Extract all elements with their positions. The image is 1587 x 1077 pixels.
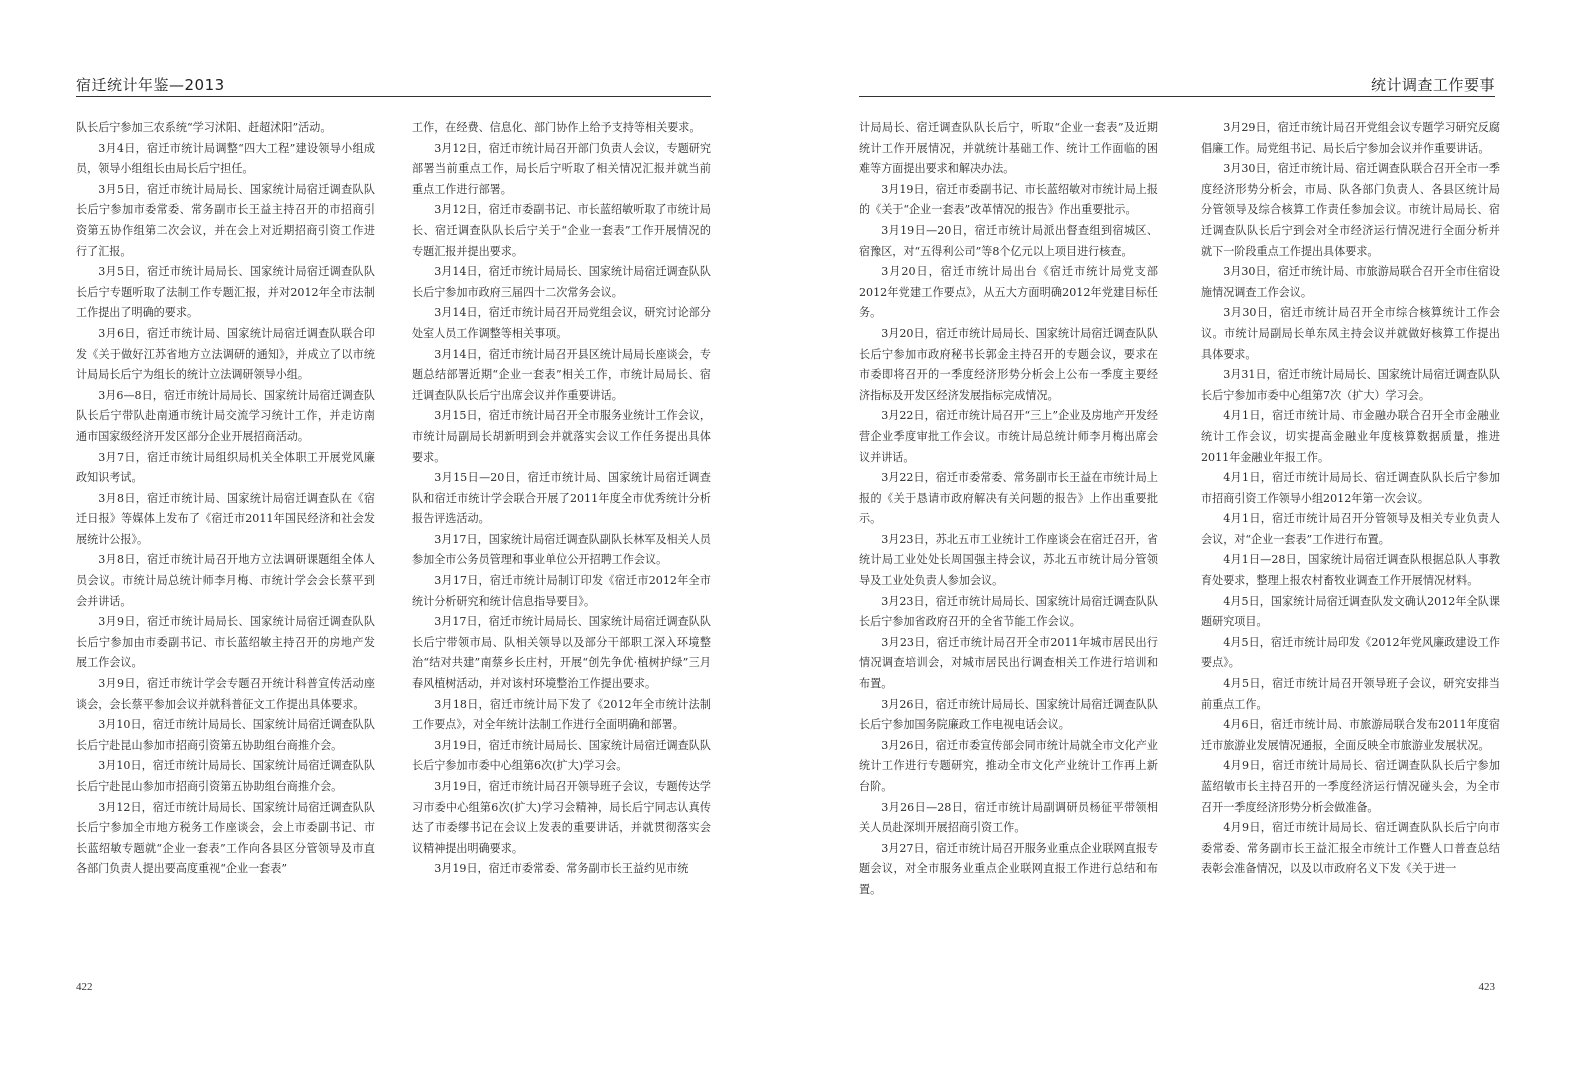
paragraph: 3月5日，宿迁市统计局局长、国家统计局宿迁调查队队长后宁专题听取了法制工作专题汇报，并对2012年全市法制工作提出了明确的要求。: [76, 265, 375, 320]
paragraph: 3月20日，宿迁市统计局出台《宿迁市统计局党支部2012年党建工作要点》，从五大方面明确2012年党建目标任务。: [859, 265, 1158, 320]
paragraph: 4月5日，国家统计局宿迁调查队发文确认2012年全队课题研究项目。: [1201, 594, 1500, 629]
paragraph: 4月5日，宿迁市统计局召开领导班子会议，研究安排当前重点工作。: [1201, 677, 1500, 711]
paragraph: 3月6—8日，宿迁市统计局局长、国家统计局宿迁调查队队长后宁带队赴南通市统计局交流学习统计工作，并走访南通市国家级经济开发区部分企业开展招商活动。: [76, 388, 375, 443]
paragraph: 3月14日，宿迁市统计局召开县区统计局局长座谈会，专题总结部署近期“企业一套表”相关工作，市统计局局长、宿迁调查队队长后宁出席会议并作重要讲话。: [412, 347, 711, 402]
paragraph: 3月19日，宿迁市委副书记、市长蓝绍敏对市统计局上报的《关于“企业一套表”改革情况的报告》作出重要批示。: [859, 182, 1158, 217]
text-column: [412, 118, 711, 880]
paragraph: 3月8日，宿迁市统计局召开地方立法调研课题组全体人员会议。市统计局总统计师李月梅、市统计学会会长蔡平到会并讲话。: [76, 553, 375, 608]
paragraph: 3月12日，宿迁市委副书记、市长蓝绍敏听取了市统计局长、宿迁调查队队长后宁关于“企业一套表”工作开展情况的专题汇报并提出要求。: [412, 203, 711, 258]
paragraph: 3月5日，宿迁市统计局局长、国家统计局宿迁调查队队长后宁参加市委常委、常务副市长王益主持召开的市招商引资第五协作组第二次会议，并在会上对近期招商引资工作进行了汇报。: [76, 182, 375, 258]
running-head: 统计调查工作要事: [1370, 76, 1495, 94]
paragraph: 3月26日，宿迁市委宣传部会同市统计局就全市文化产业统计工作进行专题研究，推动全市文化产业统计工作再上新台阶。: [859, 738, 1158, 793]
paragraph: 3月10日，宿迁市统计局局长、国家统计局宿迁调查队队长后宁赴昆山参加市招商引资第五协助组台商推介会。: [76, 718, 375, 752]
paragraph: 3月23日，宿迁市统计局召开全市2011年城市居民出行情况调查培训会，对城市居民出行调查相关工作进行培训和布置。: [859, 635, 1158, 691]
paragraph: 3月17日，宿迁市统计局局长、国家统计局宿迁调查队队长后宁带领市局、队相关领导以及部分干部职工深入环境整治“结对共建”南蔡乡长庄村，开展“创先争优·植树护绿”三月春风植树活动，并对该村环境整治工作提出要求。: [412, 615, 711, 691]
paragraph: 4月5日，宿迁市统计局印发《2012年党风廉政建设工作要点》。: [1201, 635, 1500, 670]
paragraph: 3月12日，宿迁市统计局召开部门负责人会议，专题研究部署当前重点工作，局长后宁听取了相关情况汇报并就当前重点工作进行部署。: [412, 141, 711, 196]
paragraph: 4月1日—28日，国家统计局宿迁调查队根据总队人事教育处要求，整理上报农村畜牧业调查工作开展情况材料。: [1201, 553, 1500, 588]
text-column: [859, 118, 1158, 901]
header-rule: [859, 96, 1495, 97]
paragraph: 3月31日，宿迁市统计局局长、国家统计局宿迁调查队队长后宁参加市委中心组第7次（扩大）学习会。: [1201, 368, 1500, 402]
paragraph: 3月20日，宿迁市统计局局长、国家统计局宿迁调查队队长后宁参加市政府秘书长郭金主持召开的专题会议，要求在市委即将召开的一季度经济形势分析会上公布一季度主要经济指标及开发区经济发展指标完成情况。: [859, 326, 1158, 402]
paragraph: 3月19日，宿迁市统计局局长、国家统计局宿迁调查队队长后宁参加市委中心组第6次(扩大)学习会。: [412, 738, 711, 773]
paragraph: 3月23日，苏北五市工业统计工作座谈会在宿迁召开，省统计局工业处处长周国强主持会议，苏北五市统计局分管领导及工业处负责人参加会议。: [859, 532, 1158, 588]
page-number: 423: [1478, 981, 1495, 993]
paragraph: 3月9日，宿迁市统计局局长、国家统计局宿迁调查队队长后宁参加由市委副书记、市长蓝绍敏主持召开的房地产发展工作会议。: [76, 615, 375, 670]
paragraph: 计局局长、宿迁调查队队长后宁，听取“企业一套表”及近期统计工作开展情况，并就统计基础工作、统计工作面临的困难等方面提出要求和解决办法。: [859, 121, 1158, 176]
paragraph: 4月1日，宿迁市统计局局长、宿迁调查队队长后宁参加市招商引资工作领导小组2012年第一次会议。: [1201, 471, 1500, 505]
paragraph: 3月26日—28日，宿迁市统计局副调研员杨征平带领相关人员赴深圳开展招商引资工作。: [859, 800, 1158, 835]
paragraph: 3月14日，宿迁市统计局局长、国家统计局宿迁调查队队长后宁参加市政府三届四十二次常务会议。: [412, 265, 711, 299]
header-rule: [76, 96, 711, 97]
paragraph: 3月4日，宿迁市统计局调整“四大工程”建设领导小组成员，领导小组组长由局长后宁担任。: [76, 141, 375, 176]
paragraph: 3月30日，宿迁市统计局召开全市综合核算统计工作会议。市统计局副局长单东凤主持会议并就做好核算工作提出具体要求。: [1201, 306, 1500, 361]
paragraph: 3月22日，宿迁市委常委、常务副市长王益在市统计局上报的《关于恳请市政府解决有关问题的报告》上作出重要批示。: [859, 471, 1158, 526]
running-head: 宿迁统计年鉴—2013: [76, 76, 225, 94]
paragraph: 3月27日，宿迁市统计局召开服务业重点企业联网直报专题会议，对全市服务业重点企业联网直报工作进行总结和布置。: [859, 841, 1158, 896]
right-page: [793, 0, 1587, 1077]
paragraph: 3月8日，宿迁市统计局、国家统计局宿迁调查队在《宿迁日报》等媒体上发布了《宿迁市2011年国民经济和社会发展统计公报》。: [76, 491, 375, 546]
left-page: [0, 0, 793, 1077]
paragraph: 3月6日，宿迁市统计局、国家统计局宿迁调查队联合印发《关于做好江苏省地方立法调研的通知》，并成立了以市统计局局长后宁为组长的统计立法调研领导小组。: [76, 326, 375, 382]
paragraph: 3月18日，宿迁市统计局下发了《2012年全市统计法制工作要点》，对全年统计法制工作进行全面明确和部署。: [412, 697, 711, 732]
paragraph: 3月29日，宿迁市统计局召开党组会议专题学习研究反腐倡廉工作。局党组书记、局长后宁参加会议并作重要讲话。: [1201, 121, 1500, 155]
paragraph: 3月30日，宿迁市统计局、市旅游局联合召开全市住宿设施情况调查工作会议。: [1201, 265, 1500, 299]
paragraph: 3月9日，宿迁市统计学会专题召开统计科普宣传活动座谈会，会长蔡平参加会议并就科普征文工作提出具体要求。: [76, 677, 375, 711]
paragraph: 3月19日，宿迁市委常委、常务副市长王益约见市统: [434, 862, 689, 876]
paragraph: 工作，在经费、信息化、部门协作上给予支持等相关要求。: [412, 121, 701, 134]
paragraph: 队长后宁参加三农系统“学习沭阳、赶超沭阳”活动。: [76, 121, 332, 134]
paragraph: 3月12日，宿迁市统计局局长、国家统计局宿迁调查队队长后宁参加全市地方税务工作座谈会，会上市委副书记、市长蓝绍敏专题就“企业一套表”工作向各县区分管领导及市直各部门负责人提出要高度重视“企业一套表”: [76, 800, 375, 876]
paragraph: 4月6日，宿迁市统计局、市旅游局联合发布2011年度宿迁市旅游业发展情况通报，全面反映全市旅游业发展状况。: [1201, 718, 1500, 752]
paragraph: 3月17日，宿迁市统计局制订印发《宿迁市2012年全市统计分析研究和统计信息指导要目》。: [412, 574, 711, 608]
paragraph: 4月9日，宿迁市统计局局长、宿迁调查队队长后宁参加蓝绍敏市长主持召开的一季度经济运行情况碰头会，为全市召开一季度经济形势分析会做准备。: [1201, 759, 1500, 814]
paragraph: 3月17日，国家统计局宿迁调查队副队长林军及相关人员参加全市公务员管理和事业单位公开招聘工作会议。: [412, 532, 711, 567]
text-column: [1201, 118, 1500, 880]
page-number: 422: [76, 981, 93, 993]
text-column: [76, 118, 375, 880]
paragraph: 3月19日，宿迁市统计局召开领导班子会议，专题传达学习市委中心组第6次(扩大)学习会精神，局长后宁同志认真传达了市委缪书记在会议上发表的重要讲话，并就贯彻落实会议精神提出明确要求。: [412, 780, 711, 855]
paragraph: 3月19日—20日，宿迁市统计局派出督查组到宿城区、宿豫区，对“五得利公司”等8个亿元以上项目进行核查。: [859, 223, 1158, 258]
paragraph: 3月26日，宿迁市统计局局长、国家统计局宿迁调查队队长后宁参加国务院廉政工作电视电话会议。: [859, 697, 1158, 732]
paragraph: 3月30日，宿迁市统计局、宿迁调查队联合召开全市一季度经济形势分析会，市局、队各部门负责人、各县区统计局分管领导及综合核算工作责任参加会议。市统计局局长、宿迁调查队队长后宁到会对全市经济运行情况进行全面分析并就下一阶段重点工作提出具体要求。: [1201, 162, 1500, 258]
paragraph: 4月1日，宿迁市统计局、市金融办联合召开全市金融业统计工作会议，切实提高金融业年度核算数据质量，推进2011年金融业年报工作。: [1201, 409, 1500, 464]
paragraph: 3月10日，宿迁市统计局局长、国家统计局宿迁调查队队长后宁赴昆山参加市招商引资第五协助组台商推介会。: [76, 759, 375, 793]
paragraph: 3月22日，宿迁市统计局召开“三上”企业及房地产开发经营企业季度审批工作会议。市统计局总统计师李月梅出席会议并讲话。: [859, 409, 1158, 464]
paragraph: 3月15日—20日，宿迁市统计局、国家统计局宿迁调查队和宿迁市统计学会联合开展了2011年度全市优秀统计分析报告评选活动。: [412, 471, 711, 526]
paragraph: 3月7日，宿迁市统计局组织局机关全体职工开展党风廉政知识考试。: [76, 450, 375, 485]
paragraph: 3月23日，宿迁市统计局局长、国家统计局宿迁调查队队长后宁参加省政府召开的全省节能工作会议。: [859, 594, 1158, 629]
paragraph: 4月1日，宿迁市统计局召开分管领导及相关专业负责人会议，对“企业一套表”工作进行布置。: [1201, 512, 1500, 546]
paragraph: 4月9日，宿迁市统计局局长、宿迁调查队队长后宁向市委常委、常务副市长王益汇报全市统计工作暨人口普查总结表彰会准备情况，以及以市政府名义下发《关于进一: [1201, 821, 1500, 876]
paragraph: 3月15日，宿迁市统计局召开全市服务业统计工作会议，市统计局副局长胡新明到会并就落实会议工作任务提出具体要求。: [412, 409, 711, 464]
paragraph: 3月14日，宿迁市统计局召开局党组会议，研究讨论部分处室人员工作调整等相关事项。: [412, 306, 711, 340]
